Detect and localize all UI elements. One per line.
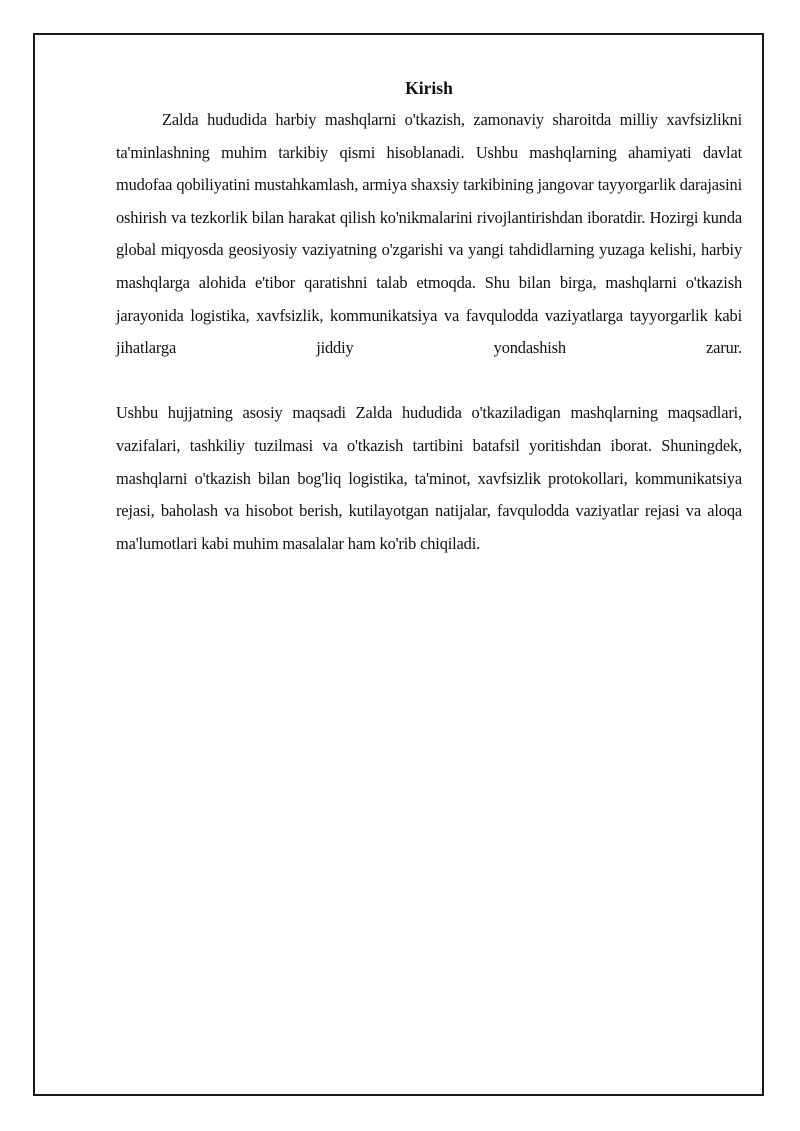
intro-paragraph-2: Ushbu hujjatning asosiy maqsadi Zalda hududida o'tkaziladigan mashqlarning maqsadlari, vazifalari, tashkiliy tuzilmasi va o'tkazish tartibini batafsil yoritishdan iborat. Shuningdek, mashqlarni o'tkazish bilan bog'liq logistika, ta'minot, xavfsizlik protokollari, kommunikatsiya rejasi, baholash va hisobot berish, kutilayotgan natijalar, favqulodda vaziyatlar rejasi va aloqa ma'lumotlari kabi muhim masalalar ham ko'rib chiqiladi. [116,403,742,553]
intro-paragraph-1: Zalda hududida harbiy mashqlarni o'tkazish, zamonaviy sharoitda milliy xavfsizlikni ta'minlashning muhim tarkibiy qismi hisoblanadi. Ushbu mashqlarning ahamiyati davlat mudofaa qobiliyatini mustahkamlash, armiya shaxsiy tarkibining jangovar tayyorgarlik darajasini oshirish va tezkorlik bilan harakat qilish ko'nikmalarini rivojlantirishdan iboratdir. Hozirgi kunda global miqyosda geosiyosiy vaziyatning o'zgarishi va yangi tahdidlarning yuzaga kelishi, harbiy mashqlarga alohida e'tibor qaratishni talab etmoqda. Shu bilan birga, mashqlarni o'tkazish jarayonida logistika, xavfsizlik, kommunikatsiya va favqulodda vaziyatlarga tayyorgarlik kabi jihatlarga jiddiy yondashish zarur. [116,110,742,358]
section-title: Kirish [405,78,453,98]
document-body [116,74,742,560]
